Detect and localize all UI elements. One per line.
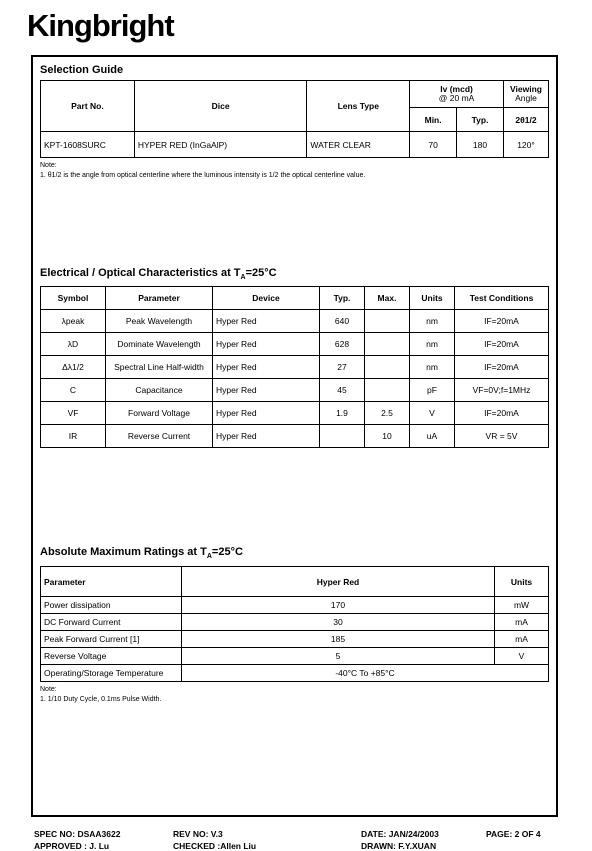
date: DATE: JAN/24/2003 [361,829,439,839]
cell-symbol: VF [41,402,106,425]
table-row [41,402,549,425]
header-viewing-sub: Angle [515,93,537,103]
cell-typ: 27 [320,356,365,379]
cell-value: 5 [182,648,495,665]
cell-typ: 628 [320,333,365,356]
cell-max: 2.5 [365,402,410,425]
cell-test-conditions: IF=20mA [455,310,549,333]
drawn: DRAWN: F.Y.XUAN [361,841,437,851]
header-part-no: Part No. [41,81,135,132]
header-min: Min. [410,108,457,132]
note-label: Note: [40,162,57,169]
header-angle-symbol: 2θ1/2 [503,108,548,132]
cell-test-conditions: IF=20mA [455,356,549,379]
header-lens-type: Lens Type [307,81,410,132]
cell-parameter: Reverse Voltage [41,648,182,665]
note-text: 1. 1/10 Duty Cycle, 0.1ms Pulse Width. [40,696,162,703]
table-row [41,648,549,665]
brand-logo: Kingbright [27,8,174,43]
cell-typ: 640 [320,310,365,333]
note-text: 1. θ1/2 is the angle from optical centerline where the luminous intensity is 1/2 the optical centerline value. [40,172,366,179]
header-viewing-top: Viewing [510,84,542,94]
cell-parameter: Capacitance [106,379,213,402]
cell-parameter: Operating/Storage Temperature [41,665,182,682]
electrical-title-suffix: =25°C [245,267,277,279]
checked: CHECKED :Allen Liu [173,841,257,851]
cell-test-conditions: IF=20mA [455,333,549,356]
cell-device: Hyper Red [213,310,320,333]
header-parameter: Parameter [41,567,182,597]
header-units: Units [410,287,455,310]
page-number: PAGE: 2 OF 4 [486,829,541,839]
cell-device: Hyper Red [213,425,320,448]
cell-test-conditions: VR = 5V [455,425,549,448]
cell-typ [320,425,365,448]
table-row [41,379,549,402]
cell-units: pF [410,379,455,402]
header-typ: Typ. [457,108,504,132]
cell-max [365,356,410,379]
cell-test-conditions: VF=0V;f=1MHz [455,379,549,402]
cell-units: nm [410,356,455,379]
cell-angle: 120° [503,132,548,158]
cell-symbol: Δλ1/2 [41,356,106,379]
cell-device: Hyper Red [213,333,320,356]
table-row [41,333,549,356]
cell-dice: HYPER RED (InGaAlP) [134,132,307,158]
selection-guide-note [40,161,365,181]
cell-parameter: Peak Forward Current [1] [41,631,182,648]
cell-parameter: Power dissipation [41,597,182,614]
cell-units: V [495,648,549,665]
absolute-title-suffix: =25°C [211,546,243,558]
selection-guide-table [40,80,549,158]
cell-units: mA [495,614,549,631]
cell-max: 10 [365,425,410,448]
header-iv-top: Iv (mcd) [440,84,473,94]
cell-device: Hyper Red [213,402,320,425]
header-typ: Typ. [320,287,365,310]
cell-test-conditions: IF=20mA [455,402,549,425]
header-test-conditions: Test Conditions [455,287,549,310]
approved: APPROVED : J. Lu [34,841,110,851]
electrical-title-prefix: Electrical / Optical Characteristics at T [40,267,241,279]
cell-max [365,310,410,333]
cell-value: 170 [182,597,495,614]
table-row [41,425,549,448]
header-parameter: Parameter [106,287,213,310]
header-max: Max. [365,287,410,310]
electrical-title [40,267,277,281]
cell-max [365,333,410,356]
cell-max [365,379,410,402]
note-label: Note: [40,686,57,693]
table-row [41,614,549,631]
table-row [41,356,549,379]
cell-symbol: IR [41,425,106,448]
cell-symbol: λD [41,333,106,356]
cell-value: 30 [182,614,495,631]
cell-parameter: Dominate Wavelength [106,333,213,356]
cell-symbol: C [41,379,106,402]
header-iv-sub: @ 20 mA [438,93,475,103]
cell-part-no: KPT-1608SURC [41,132,135,158]
header-units: Units [495,567,549,597]
cell-typ: 1.9 [320,402,365,425]
cell-value: 185 [182,631,495,648]
cell-value: -40°C To +85°C [182,665,549,682]
cell-device: Hyper Red [213,356,320,379]
table-row [41,132,549,158]
absolute-table [40,566,549,682]
cell-units: uA [410,425,455,448]
cell-device: Hyper Red [213,379,320,402]
cell-units: mA [495,631,549,648]
absolute-title-prefix: Absolute Maximum Ratings at T [40,546,207,558]
cell-lens-type: WATER CLEAR [307,132,410,158]
cell-parameter: Forward Voltage [106,402,213,425]
table-row [41,310,549,333]
header-viewing [503,81,548,108]
header-iv [410,81,504,108]
cell-units: V [410,402,455,425]
cell-parameter: Reverse Current [106,425,213,448]
cell-units: nm [410,310,455,333]
absolute-title-sub: A [206,553,212,561]
rev-no: REV NO: V.3 [173,829,223,839]
cell-parameter: Spectral Line Half-width [106,356,213,379]
spec-no: SPEC NO: DSAA3622 [34,829,121,839]
electrical-title-sub: A [240,274,246,282]
header-device: Device [213,287,320,310]
absolute-title [40,546,243,560]
cell-parameter: DC Forward Current [41,614,182,631]
cell-units: nm [410,333,455,356]
absolute-note [40,685,161,705]
header-symbol: Symbol [41,287,106,310]
cell-symbol: λpeak [41,310,106,333]
cell-typ: 45 [320,379,365,402]
table-row [41,597,549,614]
cell-min: 70 [410,132,457,158]
selection-guide-title: Selection Guide [40,64,124,76]
electrical-table [40,286,549,448]
header-hyper-red: Hyper Red [182,567,495,597]
cell-typ: 180 [457,132,504,158]
cell-units: mW [495,597,549,614]
table-row [41,665,549,682]
header-dice: Dice [134,81,307,132]
cell-parameter: Peak Wavelength [106,310,213,333]
table-row [41,631,549,648]
